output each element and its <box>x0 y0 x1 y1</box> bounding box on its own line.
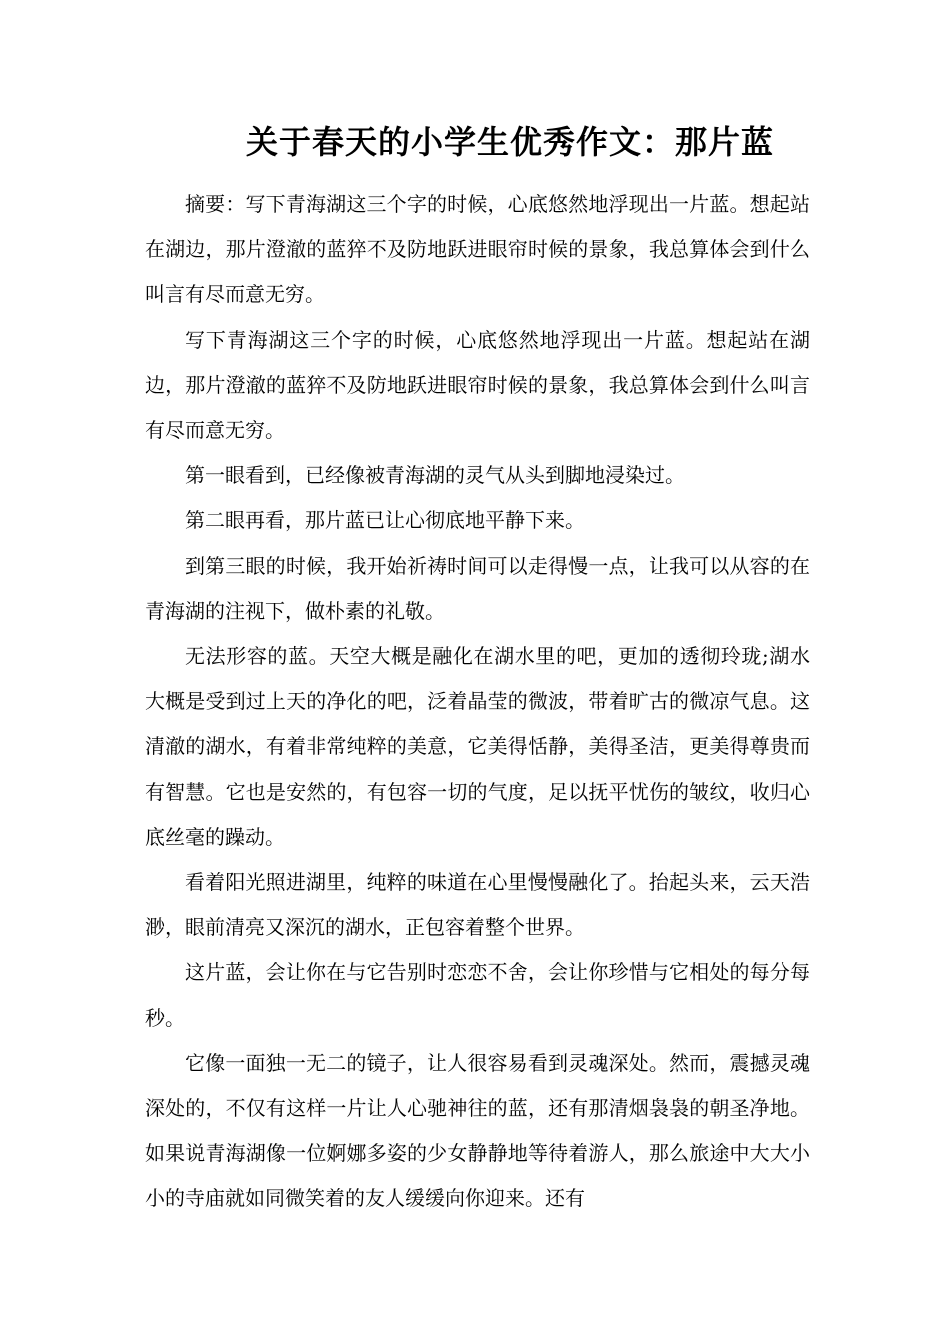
paragraph: 这片蓝，会让你在与它告别时恋恋不舍，会让你珍惜与它相处的每分每秒。 <box>145 960 810 1030</box>
paragraph: 第一眼看到，已经像被青海湖的灵气从头到脚地浸染过。 <box>185 463 685 488</box>
document-title: 关于春天的小学生优秀作文：那片蓝 <box>245 123 774 161</box>
paragraph: 第二眼再看，那片蓝已让心彻底地平静下来。 <box>185 508 585 533</box>
paragraph: 看着阳光照进湖里，纯粹的味道在心里慢慢融化了。抬起头来，云天浩渺，眼前清亮又深沉的湖水，正包容着整个世界。 <box>145 870 810 940</box>
paragraph: 无法形容的蓝。天空大概是融化在湖水里的吧，更加的透彻玲珑;湖水大概是受到过上天的净化的吧，泛着晶莹的微波，带着旷古的微凉气息。这清澈的湖水，有着非常纯粹的美意，它美得恬静，美得圣洁，更美得尊贵而有智慧。它也是安然的，有包容一切的气度，足以抚平忧伤的皱纹，收归心底丝毫的躁动。 <box>145 644 810 849</box>
paragraph: 写下青海湖这三个字的时候，心底悠然地浮现出一片蓝。想起站在湖边，那片澄澈的蓝猝不及防地跃进眼帘时候的景象，我总算体会到什么叫言有尽而意无穷。 <box>145 327 810 443</box>
document-body <box>145 182 810 1222</box>
paragraph-abstract: 摘要：写下青海湖这三个字的时候，心底悠然地浮现出一片蓝。想起站在湖边，那片澄澈的蓝猝不及防地跃进眼帘时候的景象，我总算体会到什么叫言有尽而意无穷。 <box>145 192 810 307</box>
paragraph: 到第三眼的时候，我开始祈祷时间可以走得慢一点，让我可以从容的在青海湖的注视下，做朴素的礼敬。 <box>145 553 810 623</box>
paragraph: 它像一面独一无二的镜子，让人很容易看到灵魂深处。然而，震撼灵魂深处的，不仅有这样一片让人心驰神往的蓝，还有那清烟袅袅的朝圣净地。如果说青海湖像一位婀娜多姿的少女静静地等待着游人，那么旅途中大大小小的寺庙就如同微笑着的友人缓缓向你迎来。还有 <box>145 1050 810 1211</box>
